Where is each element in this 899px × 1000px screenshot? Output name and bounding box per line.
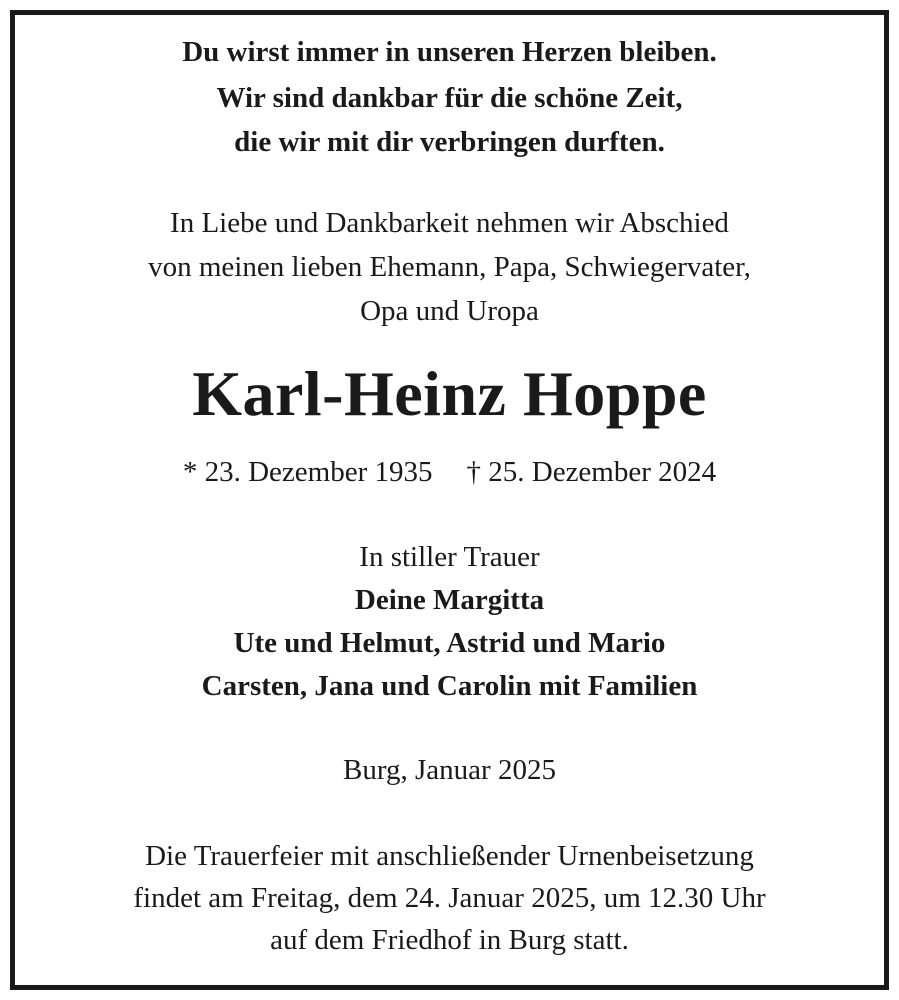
intro-line-3: Opa und Uropa — [360, 295, 539, 327]
verse-line-2: Wir sind dankbar für die schöne Zeit, — [216, 82, 683, 114]
verse-line-3: die wir mit dir verbringen durften. — [234, 126, 665, 158]
funeral-line-1: Die Trauerfeier mit anschließender Urnenbeisetzung — [145, 840, 754, 872]
birth-date: * 23. Dezember 1935 — [182, 456, 433, 488]
mourners-heading: In stiller Trauer — [359, 541, 540, 573]
intro-line-2: von meinen lieben Ehemann, Papa, Schwiegervater, — [148, 251, 751, 283]
deceased-name: Karl-Heinz Hoppe — [192, 358, 707, 429]
place-date: Burg, Januar 2025 — [343, 754, 556, 786]
mourner-line-1: Deine Margitta — [354, 584, 545, 616]
funeral-line-2: findet am Freitag, dem 24. Januar 2025, um 12.30 Uhr — [133, 882, 766, 914]
mourner-line-2: Ute und Helmut, Astrid und Mario — [233, 627, 666, 659]
verse-line-1: Du wirst immer in unseren Herzen bleiben. — [182, 36, 717, 68]
death-date: † 25. Dezember 2024 — [466, 456, 717, 488]
mourner-line-3: Carsten, Jana und Carolin mit Familien — [201, 670, 698, 702]
intro-line-1: In Liebe und Dankbarkeit nehmen wir Abschied — [170, 207, 729, 239]
life-dates — [0, 458, 899, 487]
funeral-line-3: auf dem Friedhof in Burg statt. — [270, 924, 629, 956]
